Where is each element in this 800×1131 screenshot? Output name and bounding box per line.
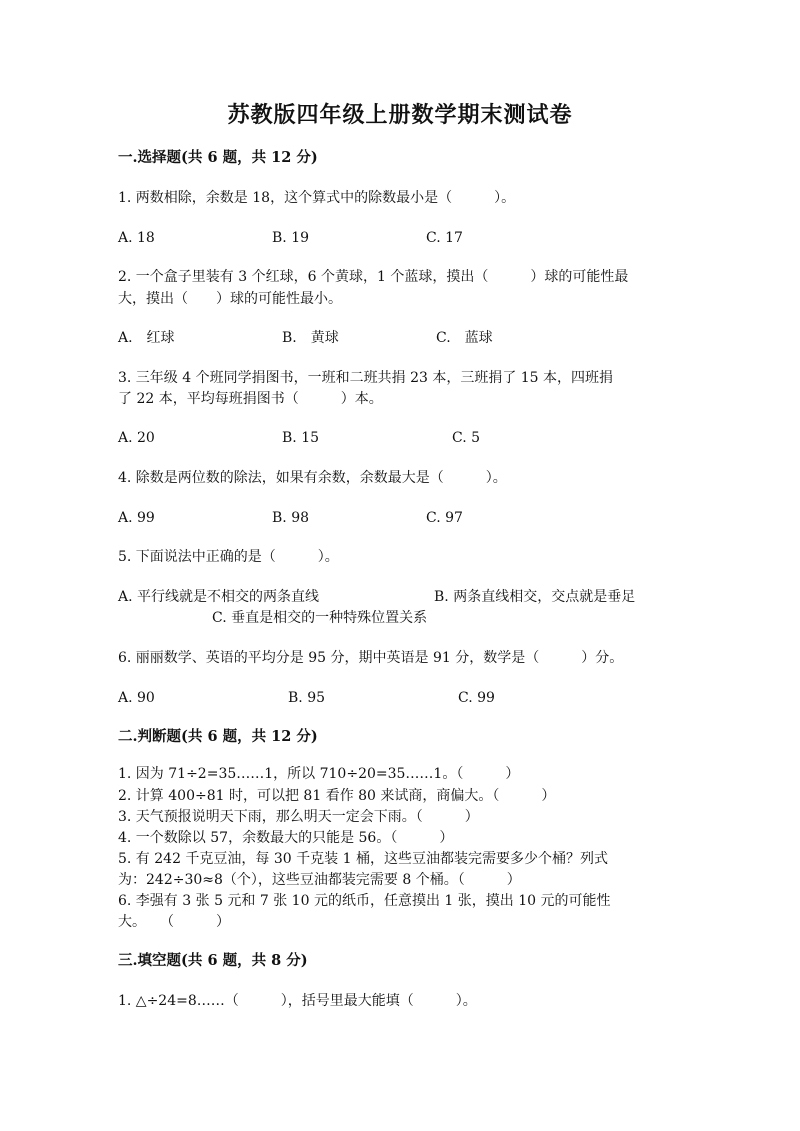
question-6-text: 6. 丽丽数学、英语的平均分是 95 分，期中英语是 91 分，数学是（ ）分。	[118, 650, 624, 666]
question-2-option-b: B. 黄球	[282, 330, 339, 346]
question-1-option-b: B. 19	[272, 230, 310, 246]
question-1-option-c: C. 17	[426, 230, 463, 246]
question-6-option-c: C. 99	[458, 690, 495, 706]
question-3-text-line1: 3. 三年级 4 个班同学捐图书，一班和二班共捐 23 本，三班捐了 15 本，四班捐	[118, 370, 614, 386]
question-5-text: 5. 下面说法中正确的是（ ）。	[118, 549, 339, 565]
section-header-judgement: 二.判断题(共 6 题，共 12 分)	[118, 728, 318, 745]
question-4-option-c: C. 97	[426, 510, 463, 526]
judgement-line-1: 1. 因为 71÷2=35……1，所以 710÷20=35……1。（ ）	[118, 766, 520, 782]
judgement-line-7: 6. 李强有 3 张 5 元和 7 张 10 元的纸币，任意摸出 1 张，摸出 10 元的可能性	[118, 893, 611, 909]
judgement-line-2: 2. 计算 400÷81 时，可以把 81 看作 80 来试商，商偏大。（ ）	[118, 788, 556, 804]
question-5-option-b: B. 两条直线相交，交点就是垂足	[434, 589, 636, 605]
question-4-text: 4. 除数是两位数的除法，如果有余数，余数最大是（ ）。	[118, 470, 507, 486]
judgement-line-8: 大。 （ ）	[118, 914, 230, 930]
question-3-option-b: B. 15	[282, 430, 320, 446]
judgement-line-6: 为：242÷30≈8（个），这些豆油都装完需要 8 个桶。（ ）	[118, 872, 521, 888]
question-4-option-a: A. 99	[118, 510, 155, 526]
judgement-line-3: 3. 天气预报说明天下雨，那么明天一定会下雨。（ ）	[118, 809, 479, 825]
question-3-text-line2: 了 22 本，平均每班捐图书（ ）本。	[118, 391, 383, 407]
judgement-line-4: 4. 一个数除以 57，余数最大的只能是 56。（ ）	[118, 830, 454, 846]
question-6-option-a: A. 90	[118, 690, 155, 706]
question-2-text-line1: 2. 一个盒子里装有 3 个红球，6 个黄球，1 个蓝球，摸出（ ）球的可能性最	[118, 269, 629, 285]
section-header-choice: 一.选择题(共 6 题，共 12 分)	[118, 149, 318, 166]
page-title: 苏教版四年级上册数学期末测试卷	[227, 102, 573, 128]
question-5-option-a: A. 平行线就是不相交的两条直线	[118, 589, 320, 605]
question-2-text-line2: 大，摸出（ ）球的可能性最小。	[118, 291, 342, 307]
question-3-option-c: C. 5	[452, 430, 481, 446]
question-6-option-b: B. 95	[288, 690, 326, 706]
question-2-option-a: A. 红球	[118, 330, 175, 346]
question-3-option-a: A. 20	[118, 430, 155, 446]
section-header-fill-blank: 三.填空题(共 6 题，共 8 分)	[118, 952, 308, 969]
question-5-option-c: C. 垂直是相交的一种特殊位置关系	[212, 610, 428, 626]
question-1-text: 1. 两数相除，余数是 18，这个算式中的除数最小是（ ）。	[118, 190, 516, 206]
question-1-option-a: A. 18	[118, 230, 155, 246]
judgement-line-5: 5. 有 242 千克豆油，每 30 千克装 1 桶，这些豆油都装完需要多少个桶？列式	[118, 851, 608, 867]
question-4-option-b: B. 98	[272, 510, 310, 526]
fill-blank-line-1: 1. △÷24=8……（ ），括号里最大能填（ ）。	[118, 993, 477, 1009]
question-2-option-c: C. 蓝球	[436, 330, 493, 346]
